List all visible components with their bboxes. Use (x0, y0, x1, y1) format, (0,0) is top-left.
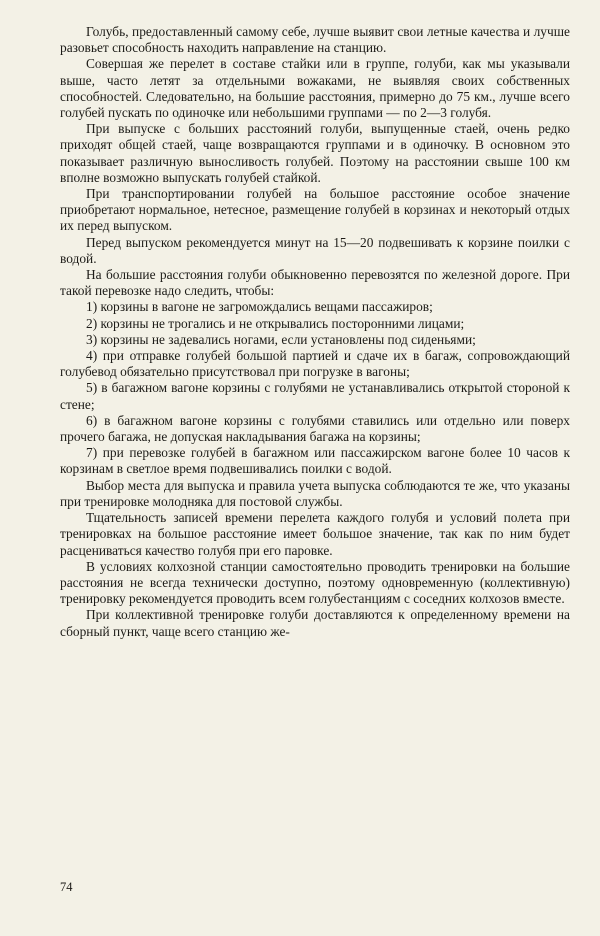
body-text (60, 24, 570, 640)
list-item-1: 1) корзины в вагоне не загромождались вещами пассажиров; (86, 299, 433, 315)
paragraph-group-flight: Совершая же перелет в составе стайки или в группе, голуби, как мы указывали выше, часто летят за отдельными вожаками, не выявляя своих собственных способностей. Следовательно, на большие расстояния, примерно до 75 км., лучше всего голубей пускать по одиночке или небольшими группами — по 2—3 голубя. (60, 56, 570, 121)
page-number: 74 (60, 880, 73, 894)
list-item-4: 4) при отправке голубей большой партией и сдаче их в багаж, сопровождающий голубевод обязательно присутствовал при погрузке в вагоны; (60, 348, 570, 380)
list-item-3: 3) корзины не задевались ногами, если установлены под сиденьями; (86, 331, 476, 347)
paragraph-kolkhoz-station: В условиях колхозной станции самостоятельно проводить тренировки на большие расстояния не всегда технически доступно, поэтому одновременную (коллективную) тренировку рекомендуется проводить всем голубестанциям с соседних колхозов вместе. (60, 558, 570, 607)
paragraph-release-site: Выбор места для выпуска и правила учета выпуска соблюдаются те же, что указаны при тренировке молодняка для постовой службы. (60, 477, 570, 509)
list-item-2: 2) корзины не трогались и не открывались посторонними лицами; (86, 315, 465, 331)
paragraph-long-distance-release: При выпуске с больших расстояний голуби, выпущенные стаей, очень редко приходят общей стаей, чаще возвращаются группами и в одиночку. В основном это показывает различную выносливость голубей. Поэтому на расстоянии свыше 100 км вполне возможно выпускать голубей стайкой. (60, 121, 570, 185)
paragraph-collective-training: При коллективной тренировке голуби доставляются к определенному времени на сборный пункт, чаще всего станцию же- (60, 607, 570, 639)
list-item-7: 7) при перевозке голубей в багажном или пассажирском вагоне более 10 часов к корзинам в светлое время подвешивались поилки с водой. (60, 445, 570, 477)
list-item-5: 5) в багажном вагоне корзины с голубями не устанавливались открытой стороной к стене; (60, 380, 570, 412)
list-item-6: 6) в багажном вагоне корзины с голубями ставились или отдельно или поверх прочего багажа, не допуская накладывания багажа на корзины; (60, 412, 570, 445)
paragraph-railway: На большие расстояния голуби обыкновенно перевозятся по железной дороге. При такой перевозке надо следить, чтобы: (60, 267, 570, 299)
paragraph-solo-flight: Голубь, предоставленный самому себе, лучше выявит свои летные качества и лучше разовьет способность находить направление на станцию. (60, 24, 570, 56)
paragraph-water-before-release: Перед выпуском рекомендуется минут на 15—20 подвешивать к корзине поилки с водой. (60, 234, 570, 266)
paragraph-records: Тщательность записей времени перелета каждого голубя и условий полета при тренировках на большое расстояние имеет большое значение, так как по ним будет расцениваться качество голубя при его паровке. (60, 510, 570, 558)
paragraph-transport: При транспортировании голубей на большое расстояние особое значение приобретают нормальное, нетесное, размещение голубей в корзинах и некоторый отдых их перед выпуском. (60, 186, 570, 234)
